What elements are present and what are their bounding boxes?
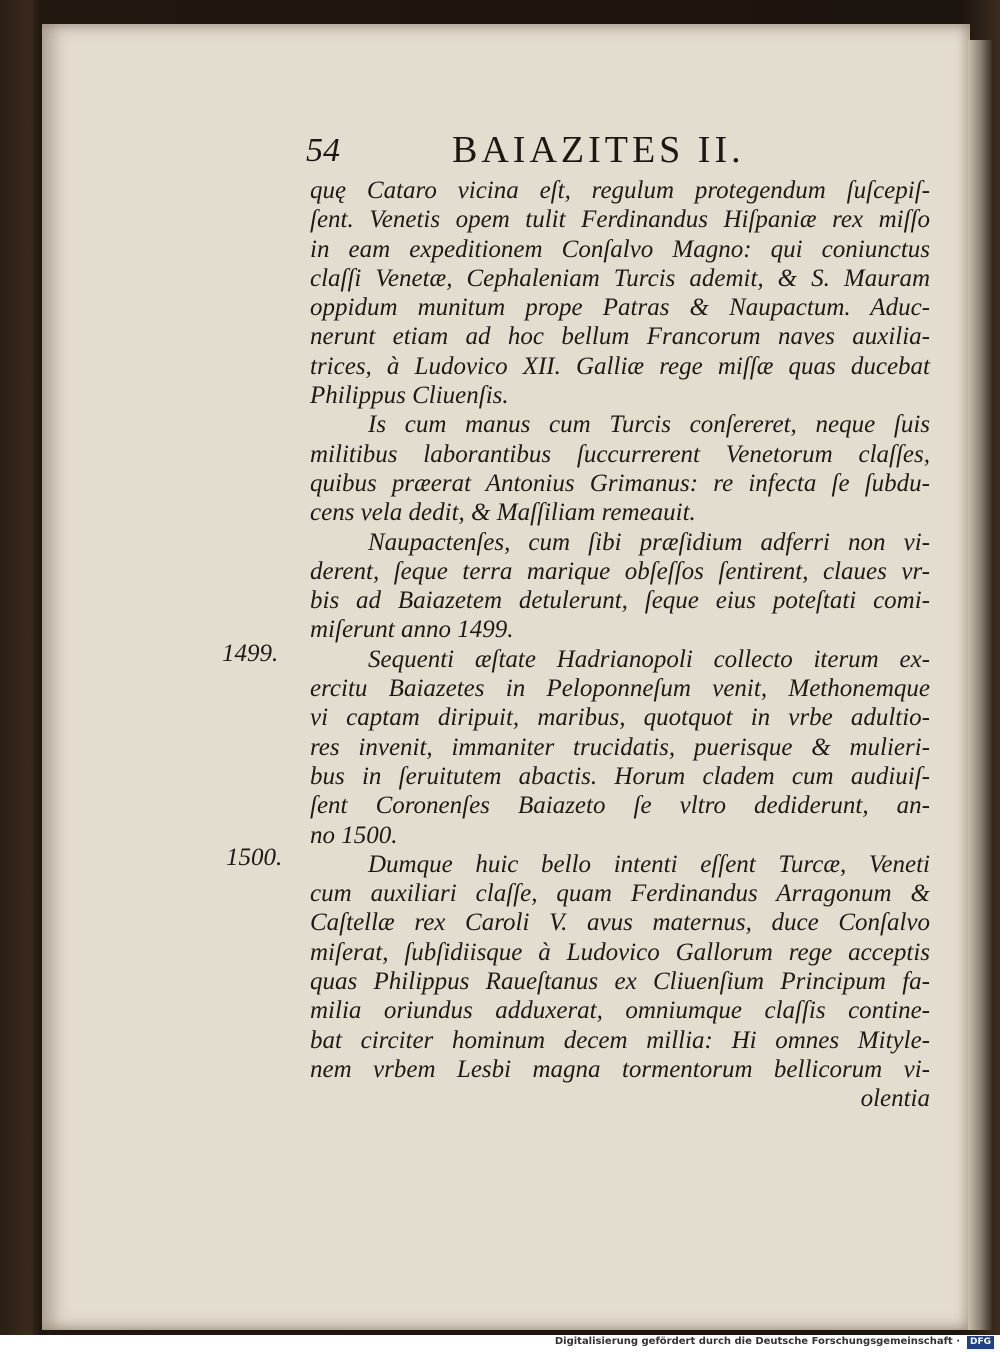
text-line: quas Philippus Raueſtanus ex Cliuenſium Principum fa- <box>310 968 930 996</box>
text-line: quę Cataro vicina eſt, regulum protegendum ſuſcepiſ- <box>310 177 930 204</box>
page-number: 54 <box>306 132 340 169</box>
dfg-logo-icon: DFG <box>967 1336 994 1349</box>
margin-year-1499: 1499. <box>222 640 279 667</box>
text-line: vi captam diripuit, maribus, quotquot in vrbe adultio- <box>310 704 930 732</box>
footer-bar <box>0 1335 1000 1352</box>
page-edge <box>968 40 992 1330</box>
text-line: no 1500. <box>310 821 398 849</box>
text-line: nem vrbem Lesbi magna tormentorum bellicorum vi- <box>310 1055 930 1083</box>
margin-year-1500: 1500. <box>226 844 283 871</box>
text-line: oppidum munitum prope Patras & Naupactum. Aduc- <box>310 294 930 322</box>
text-line: bat circiter hominum decem millia: Hi omnes Mityle- <box>310 1026 930 1054</box>
text-line: in eam expeditionem Conſalvo Magno: qui coniunctus <box>310 235 930 263</box>
body-text <box>310 176 930 1114</box>
text-line: bis ad Baiazetem detulerunt, ſeque eius poteſtati comi- <box>310 587 930 615</box>
text-line: cum auxiliari claſſe, quam Ferdinandus Arragonum & <box>310 880 930 908</box>
text-line: ſent Coronenſes Baiazeto ſe vltro dediderunt, an- <box>310 792 930 820</box>
text-line: claſſi Venetæ, Cephaleniam Turcis ademit, & S. Mauram <box>310 264 930 292</box>
text-line: Philippus Cliuenſis. <box>310 382 509 410</box>
text-line: ſent. Venetis opem tulit Ferdinandus Hiſpaniæ rex miſſo <box>310 206 930 234</box>
text-line: militibus laborantibus ſuccurrerent Venetorum claſſes, <box>310 440 930 468</box>
text-line: Is cum manus cum Turcis conſereret, neque ſuis <box>368 411 930 439</box>
text-line: miſerat, ſubſidiisque à Ludovico Gallorum rege acceptis <box>310 938 930 966</box>
text-line: Naupactenſes, cum ſibi præſidium adferri non vi- <box>368 528 930 556</box>
text-line: trices, à Ludovico XII. Galliæ rege miſſæ quas ducebat <box>310 352 930 380</box>
text-line: nerunt etiam ad hoc bellum Francorum naves auxilia- <box>310 323 930 351</box>
text-line: milia oriundus adduxerat, omniumque claſſis contine- <box>310 997 930 1025</box>
text-line: ercitu Baiazetes in Peloponneſum venit, Methonemque <box>310 675 930 703</box>
running-title: BAIAZITES II. <box>452 129 745 171</box>
text-line: quibus præerat Antonius Grimanus: re infecta ſe ſubdu- <box>310 469 930 497</box>
text-line: cens vela dedit, & Maſſiliam remeauit. <box>310 499 696 527</box>
text-line: Dumque huic bello intenti eſſent Turcæ, Veneti <box>368 850 930 878</box>
footer-credit: Digitalisierung gefördert durch die Deutsche Forschungsgemeinschaft · <box>554 1336 960 1347</box>
text-line: Sequenti æſtate Hadrianopoli collecto iterum ex- <box>368 645 930 673</box>
text-line: bus in ſeruitutem abactis. Horum cladem cum audiuiſ- <box>310 762 930 790</box>
catchword: olentia <box>860 1085 930 1113</box>
text-line: res invenit, immaniter trucidatis, puerisque & mulieri- <box>310 733 930 761</box>
text-line: derent, ſeque terra marique obſeſſos ſentirent, claues vr- <box>310 557 930 585</box>
text-line: Caſtellæ rex Caroli V. avus maternus, duce Conſalvo <box>310 909 930 937</box>
text-line: miſerunt anno 1499. <box>310 616 514 644</box>
page-header <box>306 128 826 178</box>
